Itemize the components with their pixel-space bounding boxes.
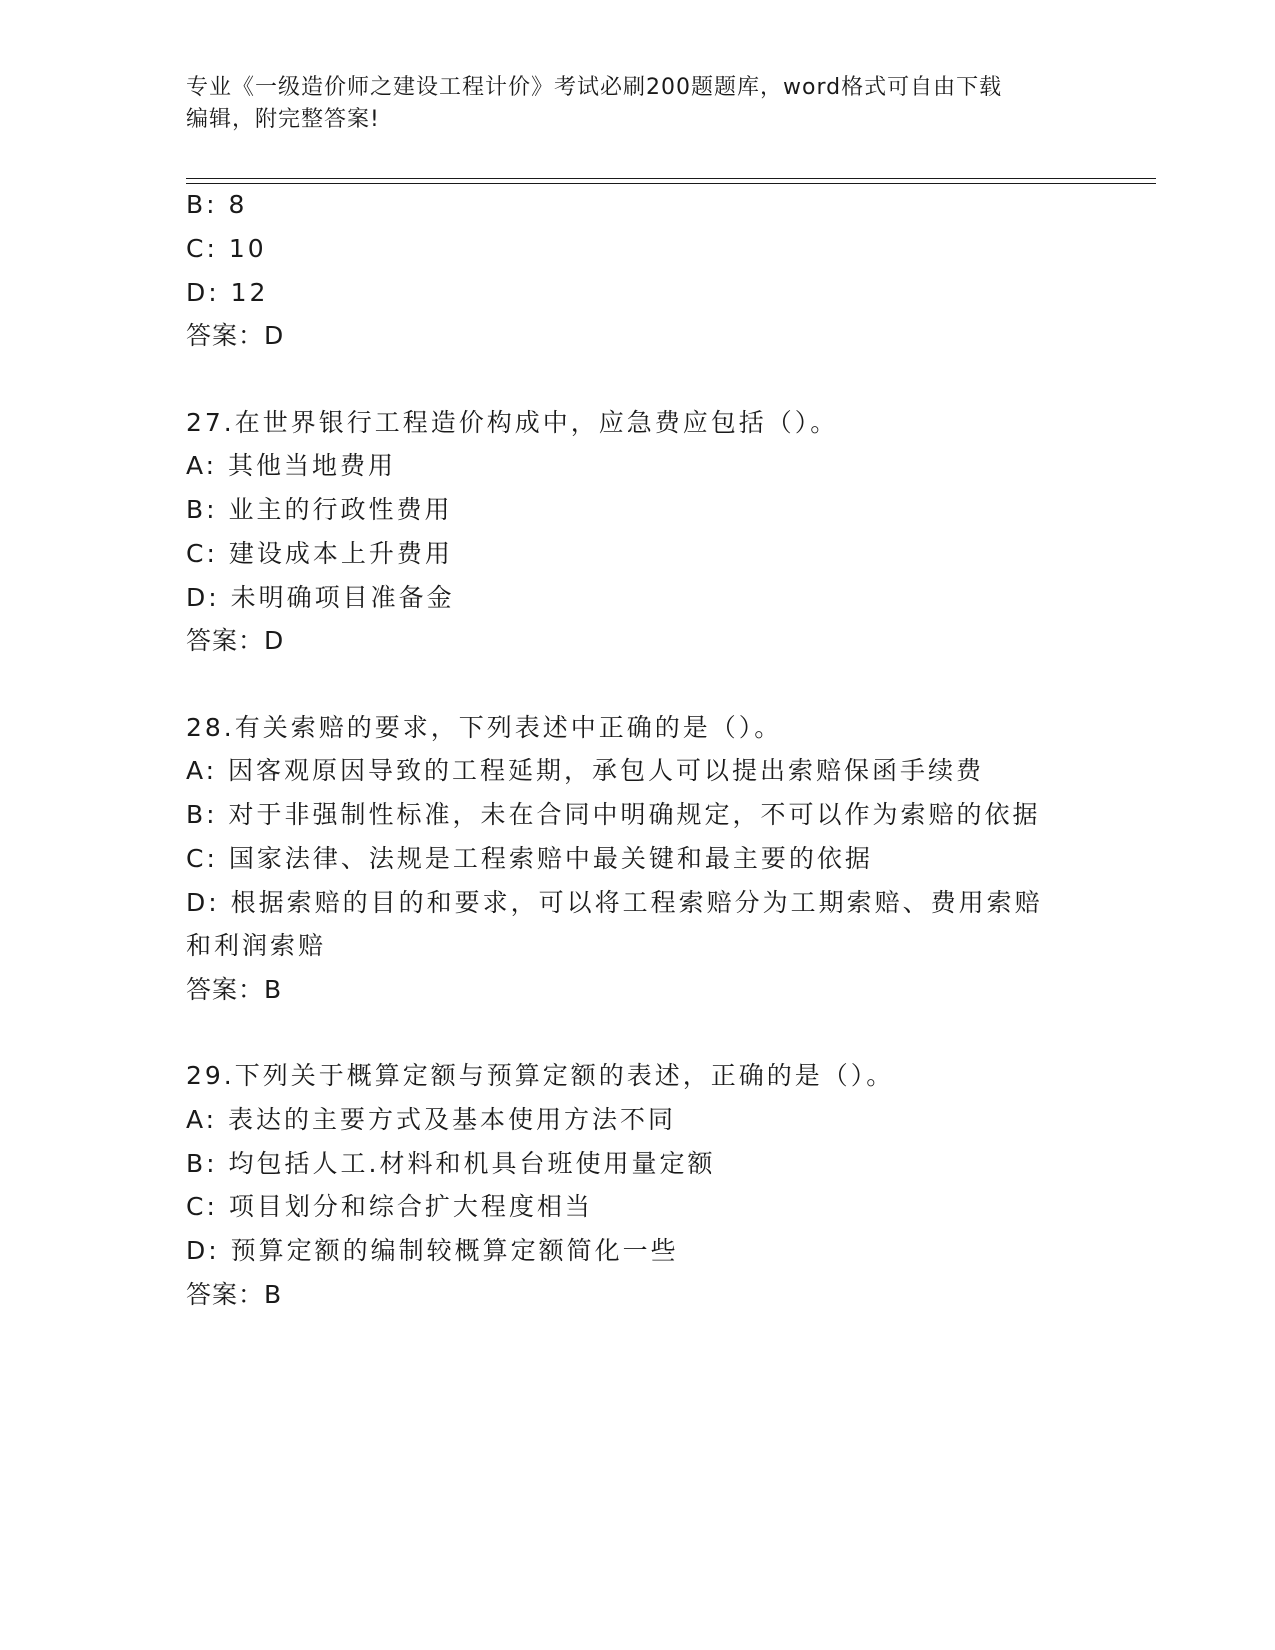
question-28-option-b: B: 对于非强制性标准，未在合同中明确规定，不可以作为索赔的依据 (186, 800, 1041, 829)
question-27-option-d: D: 未明确项目准备金 (186, 583, 455, 612)
question-28-option-d-continuation: 和利润索赔 (186, 931, 327, 960)
question-29-option-a: A: 表达的主要方式及基本使用方法不同 (186, 1105, 677, 1134)
question-29-option-b: B: 均包括人工.材料和机具台班使用量定额 (186, 1149, 716, 1178)
question-27-stem: 27.在世界银行工程造价构成中，应急费应包括（）。 (186, 408, 839, 437)
header-line-2: 编辑，附完整答案! (186, 107, 380, 132)
prev-option-b: B: 8 (186, 190, 248, 219)
question-28-answer: 答案：B (186, 975, 283, 1004)
prev-answer: 答案：D (186, 321, 285, 350)
question-28-option-c: C: 国家法律、法规是工程索赔中最关键和最主要的依据 (186, 844, 873, 873)
question-27-answer: 答案：D (186, 626, 285, 655)
question-27-option-c: C: 建设成本上升费用 (186, 539, 453, 568)
question-28-option-d: D: 根据索赔的目的和要求，可以将工程索赔分为工期索赔、费用索赔 (186, 888, 1043, 917)
question-28-stem: 28.有关索赔的要求，下列表述中正确的是（）。 (186, 713, 783, 742)
prev-option-d: D: 12 (186, 278, 269, 307)
question-29-option-c: C: 项目划分和综合扩大程度相当 (186, 1192, 593, 1221)
header-divider-bottom (186, 183, 1156, 184)
document-header (186, 72, 1086, 136)
prev-option-c: C: 10 (186, 234, 267, 263)
question-27-option-b: B: 业主的行政性费用 (186, 495, 453, 524)
header-line-1: 专业《一级造价师之建设工程计价》考试必刷200题题库，word格式可自由下载 (186, 75, 1003, 100)
header-divider-top (186, 178, 1156, 179)
question-29-answer: 答案：B (186, 1280, 283, 1309)
question-28-option-a: A: 因客观原因导致的工程延期，承包人可以提出索赔保函手续费 (186, 756, 985, 785)
question-27-option-a: A: 其他当地费用 (186, 451, 397, 480)
question-29-option-d: D: 预算定额的编制较概算定额简化一些 (186, 1236, 679, 1265)
question-29-stem: 29.下列关于概算定额与预算定额的表述，正确的是（）。 (186, 1061, 895, 1090)
